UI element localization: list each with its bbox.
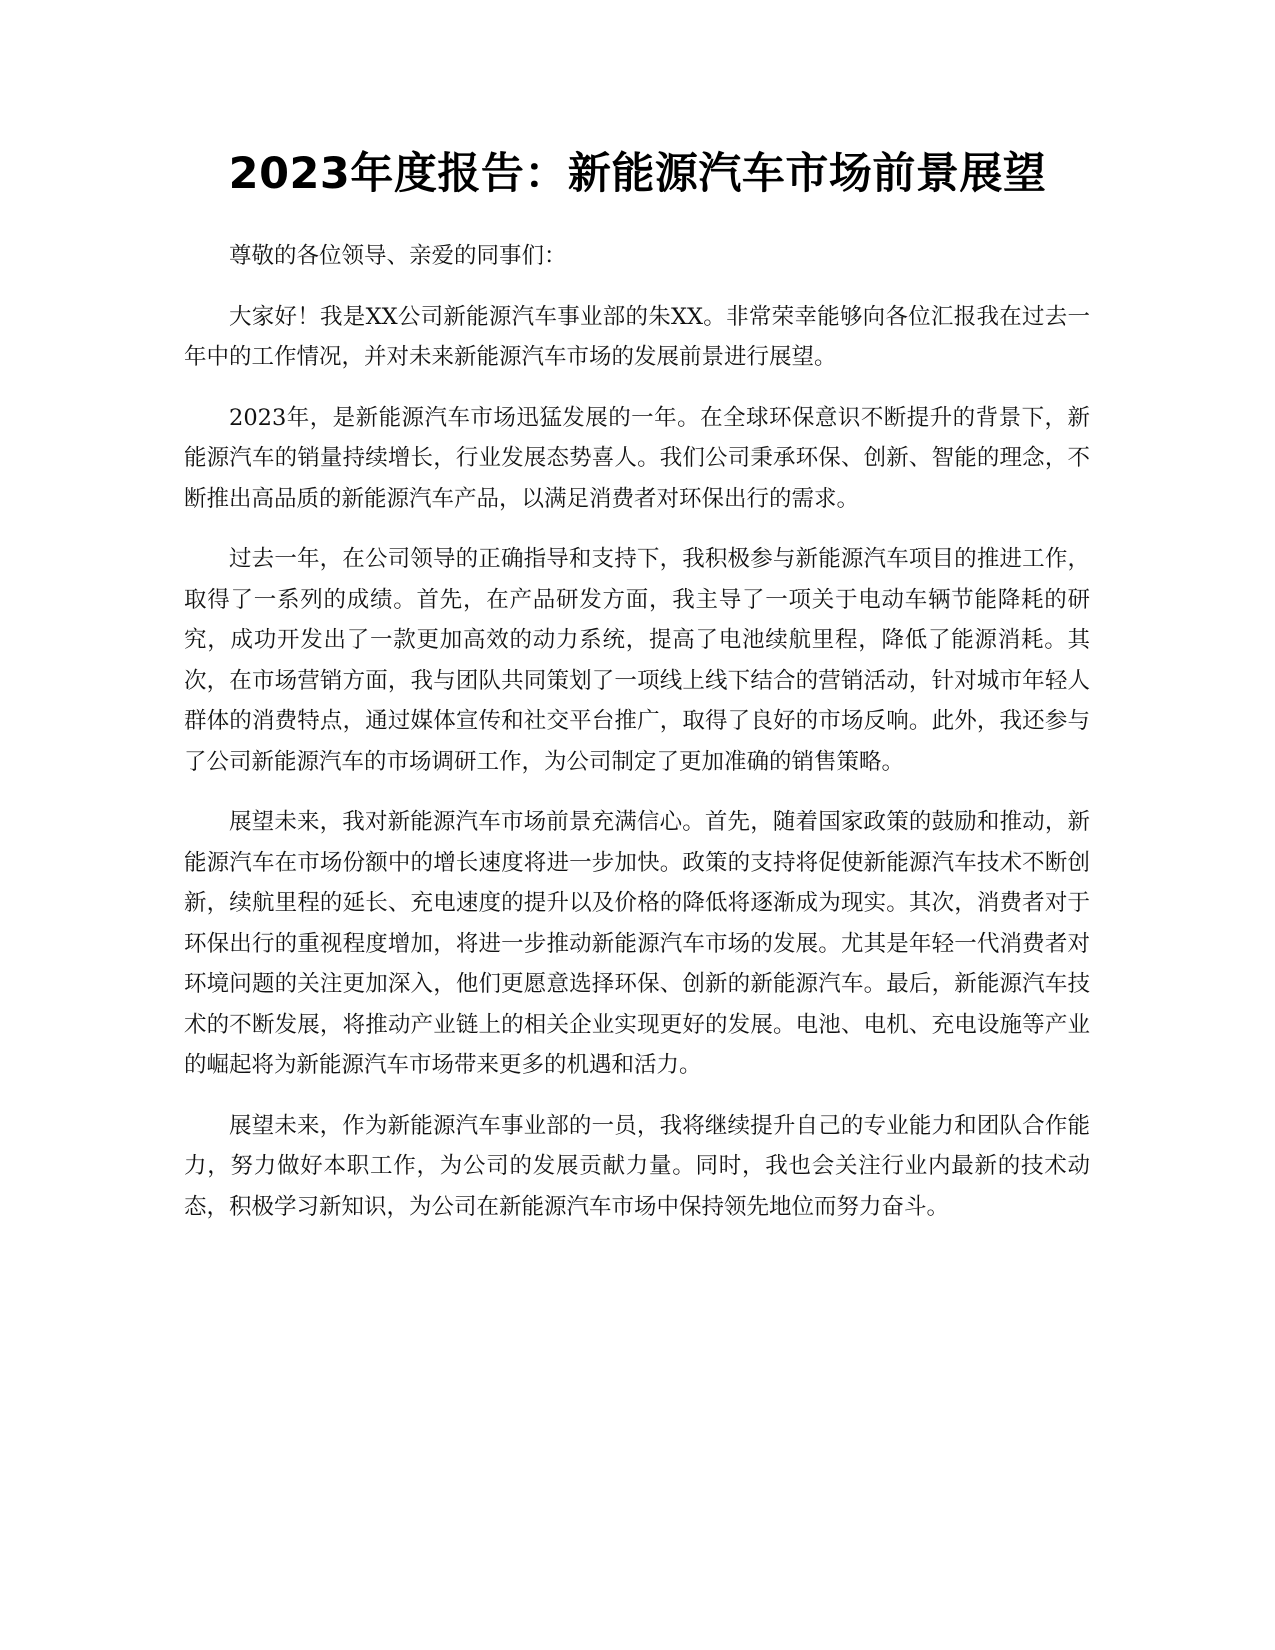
document-title: 2023年度报告：新能源汽车市场前景展望 <box>228 149 1047 199</box>
document-body <box>184 236 1090 1247</box>
paragraph-introduction: 大家好！我是XX公司新能源汽车事业部的朱XX。非常荣幸能够向各位汇报我在过去一年中的工作情况，并对未来新能源汽车市场的发展前景进行展望。 <box>184 303 1090 370</box>
paragraph-outlook: 展望未来，我对新能源汽车市场前景充满信心。首先，随着国家政策的鼓励和推动，新能源汽车在市场份额中的增长速度将进一步加快。政策的支持将促使新能源汽车技术不断创新，续航里程的延长、充电速度的提升以及价格的降低将逐渐成为现实。其次，消费者对于环保出行的重视程度增加，将进一步推动新能源汽车市场的发展。尤其是年轻一代消费者对环境问题的关注更加深入，他们更愿意选择环保、创新的新能源汽车。最后，新能源汽车技术的不断发展，将推动产业链上的相关企业实现更好的发展。电池、电机、充电设施等产业的崛起将为新能源汽车市场带来更多的机遇和活力。 <box>184 809 1090 1078</box>
paragraph-commitment: 展望未来，作为新能源汽车事业部的一员，我将继续提升自己的专业能力和团队合作能力，努力做好本职工作，为公司的发展贡献力量。同时，我也会关注行业内最新的技术动态，积极学习新知识，为公司在新能源汽车市场中保持领先地位而努力奋斗。 <box>184 1112 1090 1220</box>
paragraph-salutation: 尊敬的各位领导、亲爱的同事们： <box>229 243 567 269</box>
paragraph-achievements: 过去一年，在公司领导的正确指导和支持下，我积极参与新能源汽车项目的推进工作，取得了一系列的成绩。首先，在产品研发方面，我主导了一项关于电动车辆节能降耗的研究，成功开发出了一款更加高效的动力系统，提高了电池续航里程，降低了能源消耗。其次，在市场营销方面，我与团队共同策划了一项线上线下结合的营销活动，针对城市年轻人群体的消费特点，通过媒体宣传和社交平台推广，取得了良好的市场反响。此外，我还参与了公司新能源汽车的市场调研工作，为公司制定了更加准确的销售策略。 <box>184 546 1090 775</box>
paragraph-market-2023: 2023年，是新能源汽车市场迅猛发展的一年。在全球环保意识不断提升的背景下，新能源汽车的销量持续增长，行业发展态势喜人。我们公司秉承环保、创新、智能的理念，不断推出高品质的新能源汽车产品，以满足消费者对环保出行的需求。 <box>184 404 1090 512</box>
